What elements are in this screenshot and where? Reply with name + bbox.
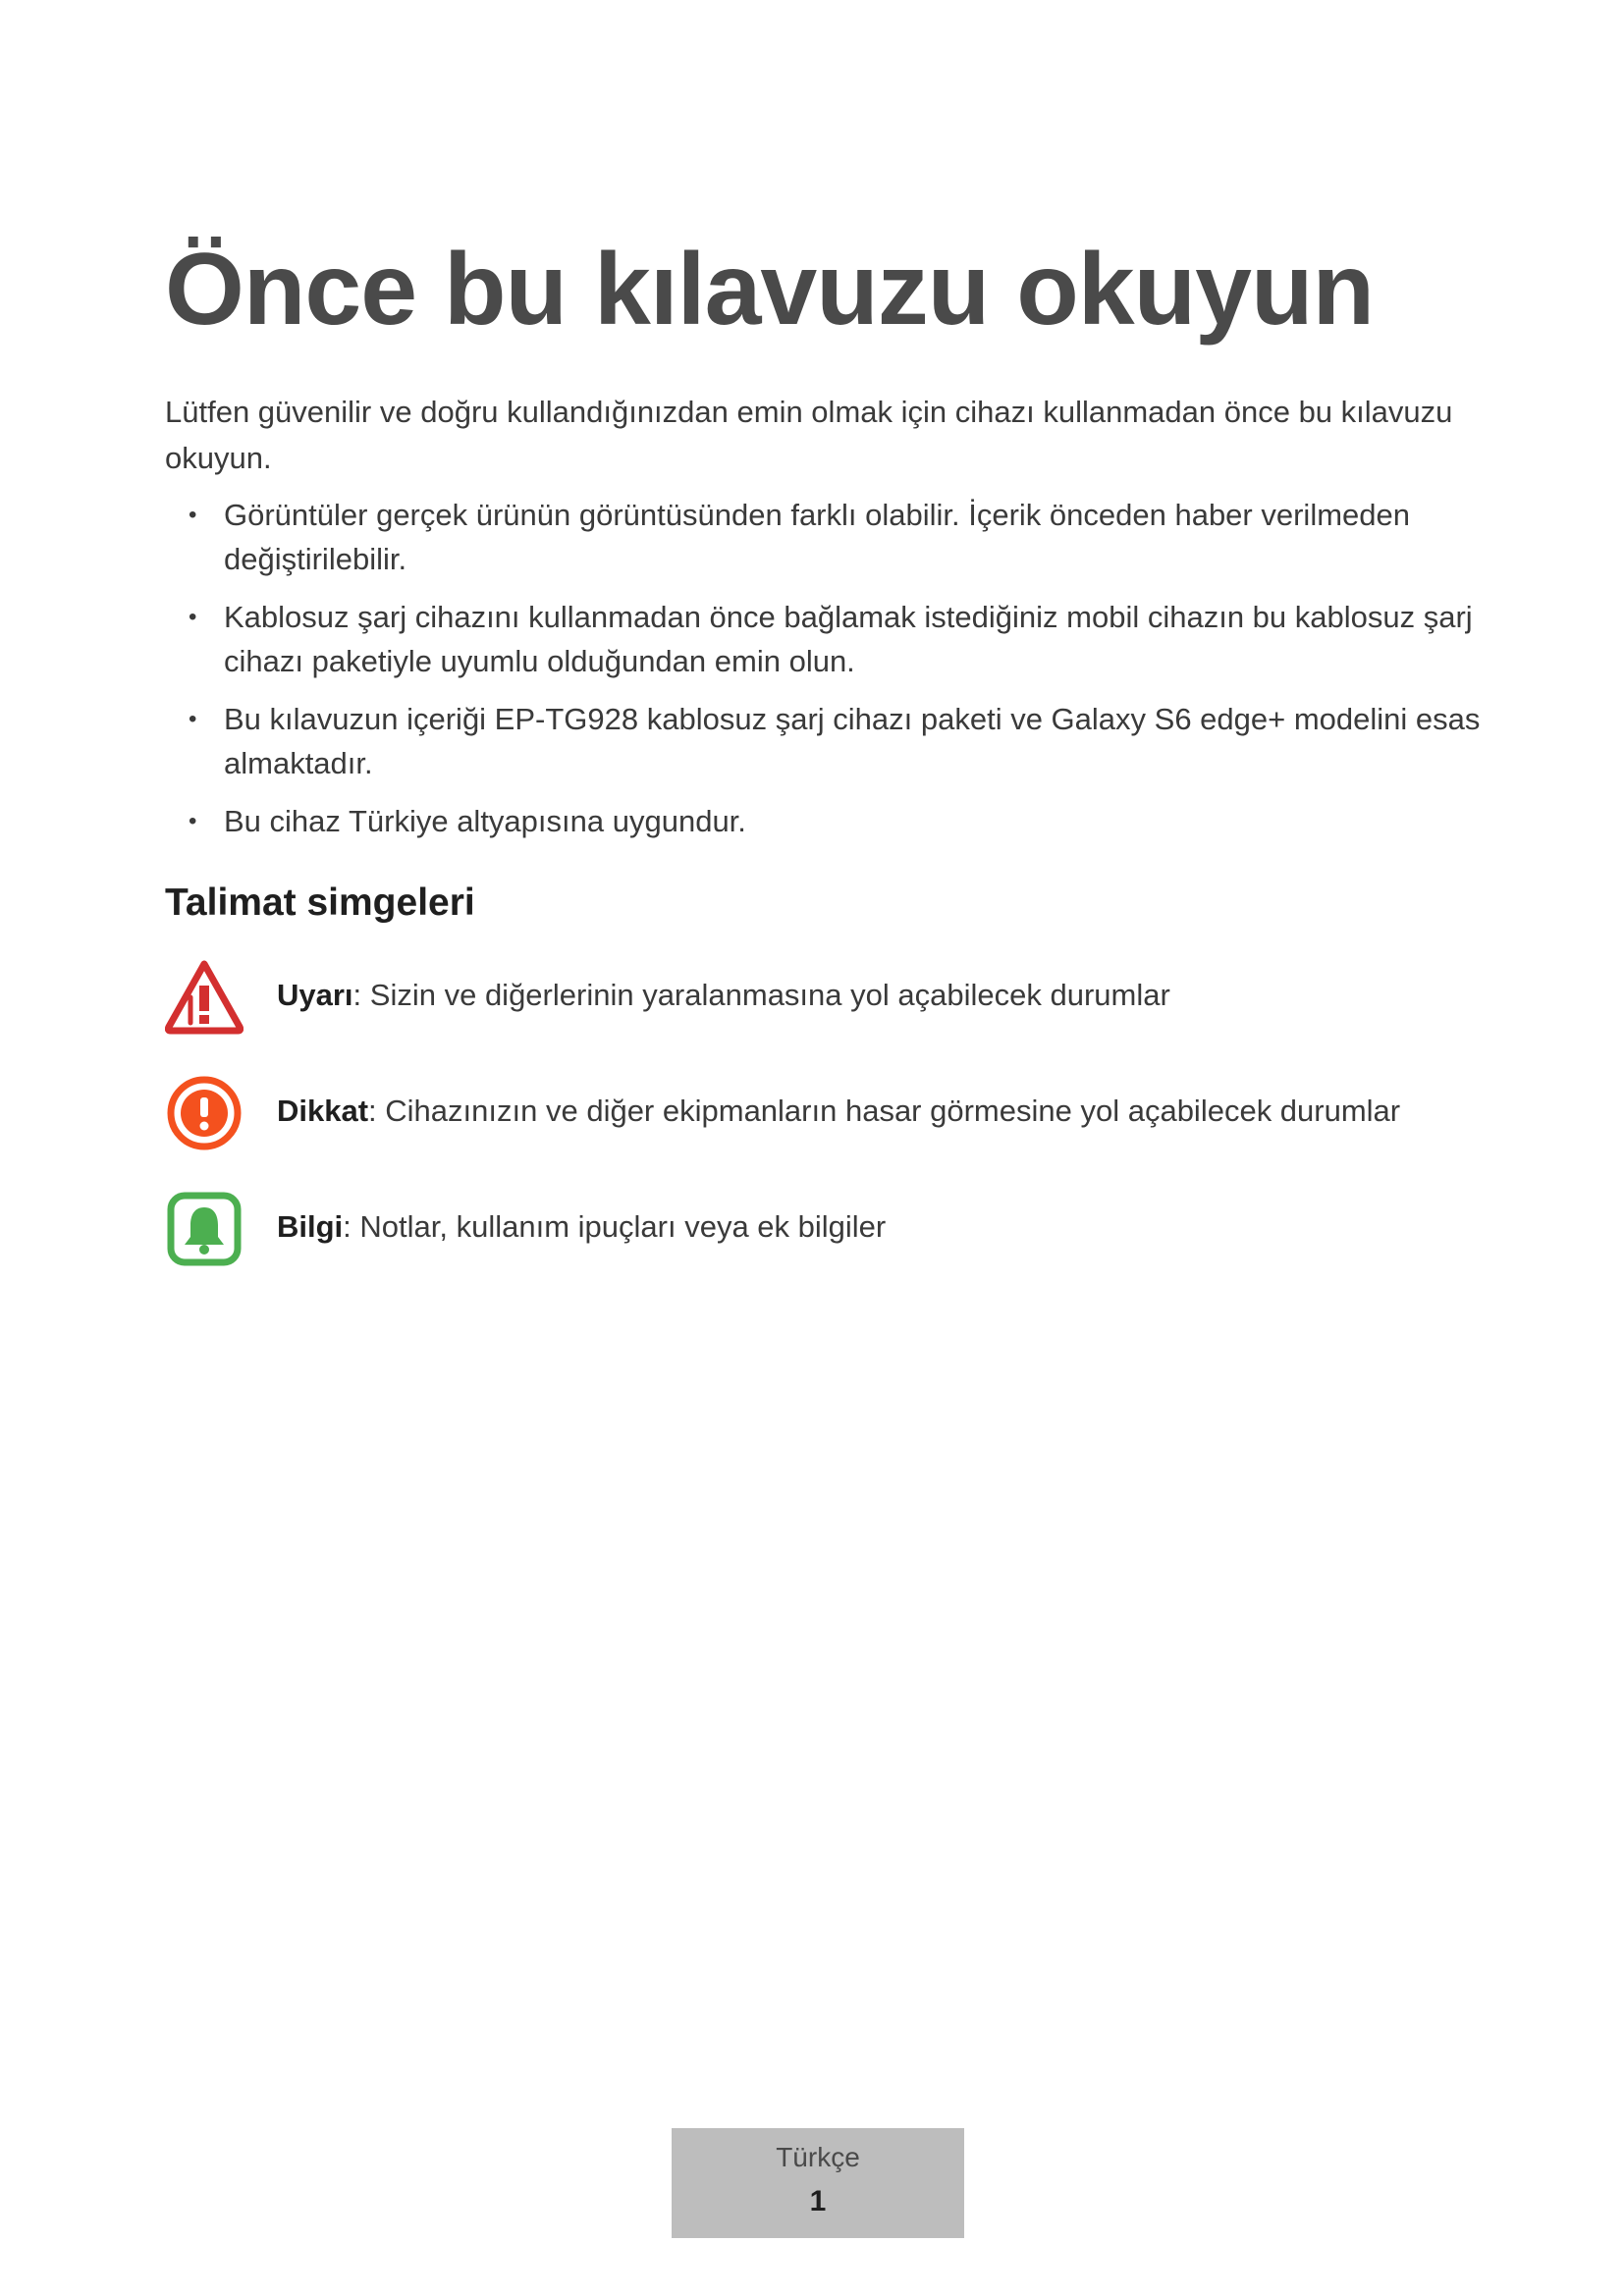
footer-language: Türkçe xyxy=(776,2142,860,2172)
list-item xyxy=(165,799,1490,843)
list-item xyxy=(165,697,1490,785)
bullet-list xyxy=(165,493,1490,857)
page-title: Önce bu kılavuzu okuyun xyxy=(165,233,1374,347)
list-item-text: Görüntüler gerçek ürünün görüntüsünden farklı olabilir. İçerik önceden haber verilmeden değiştirilebilir. xyxy=(224,498,1410,576)
list-item-text: Kablosuz şarj cihazını kullanmadan önce bağlamak istediğiniz mobil cihazın bu kablosuz şarj cihazı paketiyle uyumlu olduğundan emin olun. xyxy=(224,600,1473,678)
instruction-row-caution xyxy=(165,1074,1520,1152)
caution-label: Dikkat xyxy=(277,1094,369,1128)
list-item xyxy=(165,493,1490,581)
intro-paragraph: Lütfen güvenilir ve doğru kullandığınızdan emin olmak için cihazı kullanmadan önce bu kılavuzu okuyun. xyxy=(165,395,1453,475)
info-separator: : xyxy=(343,1209,352,1244)
warning-label: Uyarı xyxy=(277,978,353,1012)
section-heading: Talimat simgeleri xyxy=(165,881,475,924)
page-footer xyxy=(672,2128,964,2238)
warning-description: Sizin ve diğerlerinin yaralanmasına yol açabilecek durumlar xyxy=(361,978,1170,1012)
list-item xyxy=(165,595,1490,683)
list-item-text: Bu kılavuzun içeriği EP-TG928 kablosuz şarj cihazı paketi ve Galaxy S6 edge+ modelini esas almaktadır. xyxy=(224,702,1481,780)
bullet-icon: • xyxy=(189,604,197,630)
instruction-text-caution xyxy=(277,1092,1400,1131)
warning-separator: : xyxy=(352,978,362,1012)
warning-triangle-icon xyxy=(165,958,244,1037)
info-bell-icon xyxy=(165,1190,244,1268)
page-number: 1 xyxy=(809,2185,827,2217)
info-description: Notlar, kullanım ipuçları veya ek bilgiler xyxy=(351,1209,887,1244)
caution-separator: : xyxy=(368,1094,377,1128)
instruction-text-warning xyxy=(277,976,1170,1015)
info-label: Bilgi xyxy=(277,1209,344,1244)
bullet-icon: • xyxy=(189,706,197,732)
bullet-icon: • xyxy=(189,502,197,528)
list-item-text: Bu cihaz Türkiye altyapısına uygundur. xyxy=(224,804,746,838)
caution-description: Cihazınızın ve diğer ekipmanların hasar görmesine yol açabilecek durumlar xyxy=(376,1094,1401,1128)
instruction-text-info xyxy=(277,1207,886,1247)
bullet-icon: • xyxy=(189,808,197,834)
instruction-row-warning xyxy=(165,958,1520,1037)
instruction-row-info xyxy=(165,1190,1520,1268)
caution-circle-icon xyxy=(165,1074,244,1152)
